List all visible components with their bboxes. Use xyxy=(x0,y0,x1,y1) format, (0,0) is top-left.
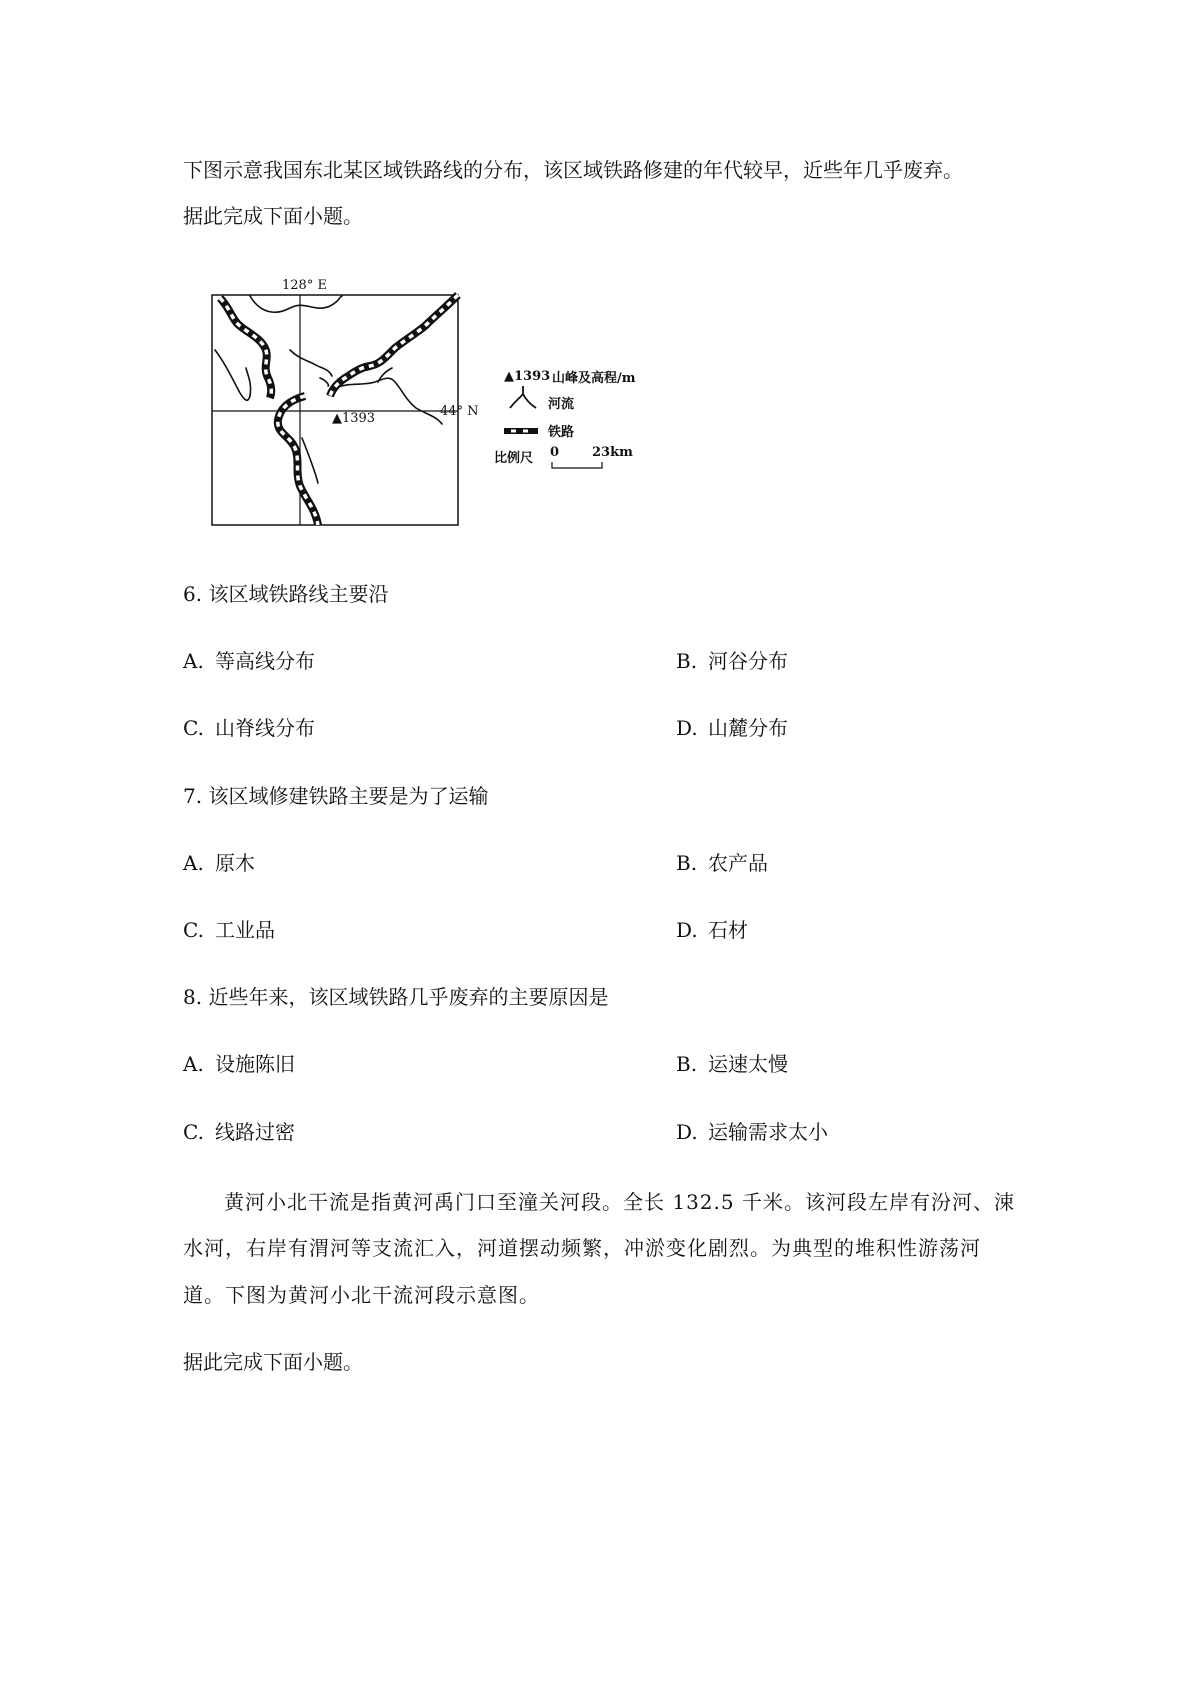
legend-peak-symbol: ▲1393 xyxy=(504,369,551,384)
option-text: 设施陈旧 xyxy=(215,1052,295,1076)
option-text: 山麓分布 xyxy=(708,716,788,740)
river-segment xyxy=(290,350,332,376)
passage-2-line-2: 水河，右岸有渭河等支流汇入，河道摆动频繁，冲淤变化剧烈。为典型的堆积性游荡河 xyxy=(183,1236,981,1260)
option-text: 河谷分布 xyxy=(708,649,788,673)
option-key: D. xyxy=(676,716,698,740)
q8-option-a[interactable] xyxy=(183,1052,295,1076)
q6-option-b[interactable] xyxy=(676,649,788,673)
passage-2-line-3: 道。下图为黄河小北干流河段示意图。 xyxy=(183,1283,540,1307)
option-text: 运输需求太小 xyxy=(708,1120,828,1144)
option-key: B. xyxy=(676,649,698,673)
q7-option-a[interactable] xyxy=(183,851,255,875)
q7-option-b[interactable] xyxy=(676,851,768,875)
river-legend-icon xyxy=(510,386,536,408)
scale-bar xyxy=(552,462,602,468)
passage-2-line-4: 据此完成下面小题。 xyxy=(183,1350,363,1374)
peak-label: ▲1393 xyxy=(332,411,376,426)
q6-option-c[interactable] xyxy=(183,716,315,740)
q6-option-a[interactable] xyxy=(183,649,315,673)
question-7-stem: 7. 该区域修建铁路主要是为了运输 xyxy=(183,784,489,808)
railways xyxy=(220,295,458,525)
passage-2-line-1: 黄河小北干流是指黄河禹门口至潼关河段。全长 132.5 千米。该河段左岸有汾河、涑 xyxy=(224,1190,1015,1214)
intro-line-1: 下图示意我国东北某区域铁路线的分布，该区域铁路修建的年代较早，近些年几乎废弃。 xyxy=(183,158,963,182)
question-8-stem: 8. 近些年来，该区域铁路几乎废弃的主要原因是 xyxy=(183,985,609,1009)
option-text: 运速太慢 xyxy=(708,1052,788,1076)
legend-scale-dist: 23km xyxy=(592,445,633,460)
option-key: B. xyxy=(676,1052,698,1076)
legend-river-desc: 河流 xyxy=(548,397,575,412)
question-6-stem: 6. 该区域铁路线主要沿 xyxy=(183,582,389,606)
option-key: C. xyxy=(183,1120,204,1144)
option-text: 等高线分布 xyxy=(215,649,315,673)
map-legend xyxy=(494,369,636,468)
option-text: 工业品 xyxy=(215,918,275,942)
option-key: A. xyxy=(183,851,204,875)
intro-line-2: 据此完成下面小题。 xyxy=(183,204,363,228)
q7-option-d[interactable] xyxy=(676,918,748,942)
legend-rail-desc: 铁路 xyxy=(548,425,575,440)
option-key: C. xyxy=(183,918,204,942)
option-key: B. xyxy=(676,851,698,875)
railway-line xyxy=(278,396,318,525)
railway-line xyxy=(220,298,271,398)
river-segment xyxy=(250,296,342,312)
option-text: 原木 xyxy=(215,851,255,875)
option-key: C. xyxy=(183,716,204,740)
latitude-label: 44° N xyxy=(440,404,479,419)
q7-option-c[interactable] xyxy=(183,918,275,942)
legend-peak-desc: 山峰及高程/m xyxy=(552,371,636,386)
legend-scale-label: 比例尺 xyxy=(494,451,534,466)
option-key: D. xyxy=(676,1120,698,1144)
rail-legend-icon xyxy=(504,428,538,434)
railway-map xyxy=(180,268,880,538)
q8-option-b[interactable] xyxy=(676,1052,788,1076)
longitude-label: 128° E xyxy=(282,278,327,293)
option-text: 山脊线分布 xyxy=(215,716,315,740)
river-segment xyxy=(302,438,318,483)
legend-scale-zero: 0 xyxy=(550,445,560,460)
q8-option-d[interactable] xyxy=(676,1120,828,1144)
option-text: 线路过密 xyxy=(215,1120,295,1144)
q8-option-c[interactable] xyxy=(183,1120,295,1144)
q6-option-d[interactable] xyxy=(676,716,788,740)
option-key: A. xyxy=(183,649,204,673)
river-segment xyxy=(320,378,329,386)
option-key: D. xyxy=(676,918,698,942)
river-segment xyxy=(215,350,251,400)
option-text: 石材 xyxy=(708,918,748,942)
option-text: 农产品 xyxy=(708,851,768,875)
option-key: A. xyxy=(183,1052,204,1076)
